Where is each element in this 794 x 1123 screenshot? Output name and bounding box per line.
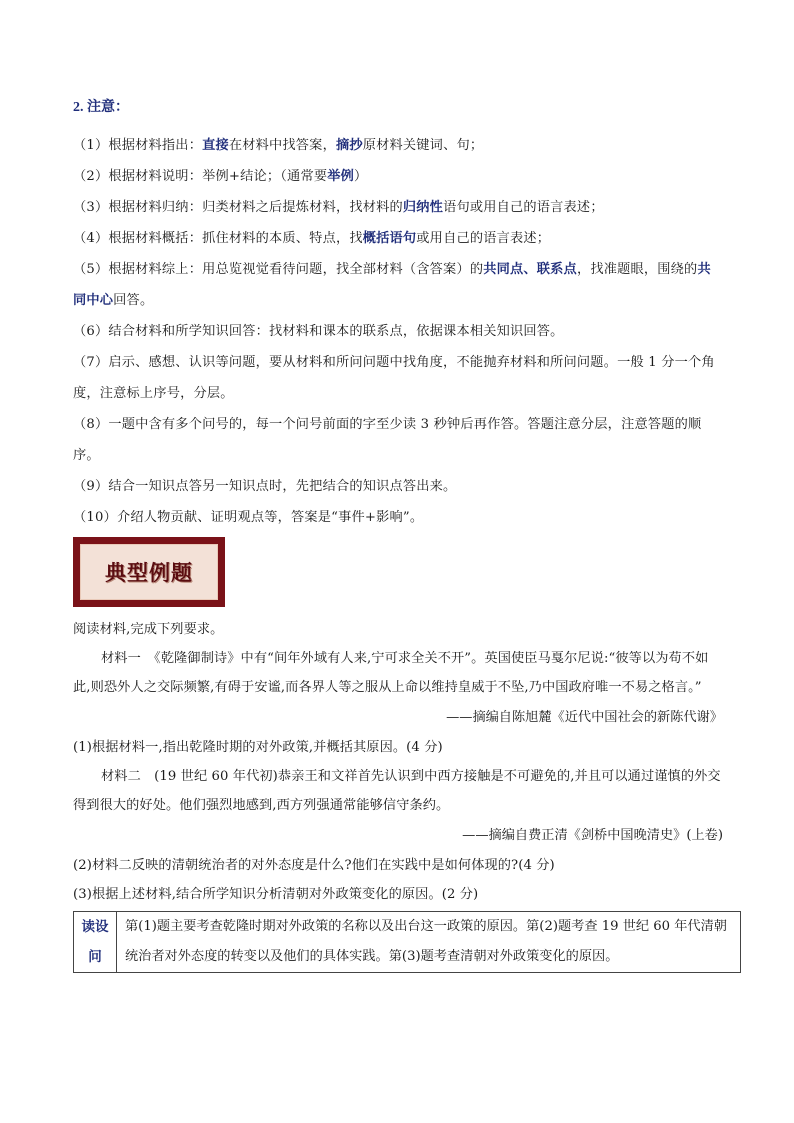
read-question-label-text: [74, 912, 116, 972]
note-text: （6）结合材料和所学知识回答：找材料和课本的联系点，依据课本相关知识回答。: [73, 324, 564, 339]
banner-inner: [80, 544, 218, 600]
example-intro: 阅读材料,完成下列要求。: [73, 622, 224, 637]
question-two: (2)材料二反映的清朝统治者的对外态度是什么?他们在实践中是如何体现的?(4 分): [73, 858, 555, 873]
note-text: ）: [354, 169, 368, 184]
note-text: （7）启示、感想、认识等问题，要从材料和所问问题中找角度，不能抛弃材料和所问问题。一般 1 分一个角度，注意标上序号，分层。: [73, 355, 715, 401]
note-item: [73, 254, 723, 316]
note-text: （1）根据材料指出：: [73, 138, 203, 153]
note-item: [73, 347, 723, 409]
read-question-content: 第(1)题主要考查乾隆时期对外政策的名称以及出台这一政策的原因。第(2)题考查 19 世纪 60 年代清朝统治者对外态度的转变以及他们的具体实践。第(3)题考查清朝对外政策变化的原因。: [117, 912, 741, 973]
material-one: 材料一 《乾隆御制诗》中有“间年外域有人来,宁可求全关不开”。英国使臣马戛尔尼说:“彼等以为苟不如此,则恐外人之交际频繁,有碍于安谧,而各界人等之服从上命以维持皇威于不坠,乃中国政府唯一不易之格言。”: [73, 651, 709, 695]
note-text: （3）根据材料归纳：归类材料之后提炼材料，找材料的: [73, 200, 403, 215]
note-text: （9）结合一知识点答另一知识点时，先把结合的知识点答出来。: [73, 479, 457, 494]
note-text: ，找准题眼，围绕的: [576, 262, 698, 277]
note-keyword: 举例: [327, 169, 354, 184]
note-keyword: 共同中心: [73, 262, 711, 308]
note-item: [73, 316, 723, 347]
note-text: 或用自己的语言表述；: [416, 231, 551, 246]
note-text: （4）根据材料概括：抓住材料的本质、特点，找: [73, 231, 363, 246]
note-item: [73, 223, 723, 254]
read-question-label: [74, 912, 117, 973]
note-keyword: 直接: [202, 138, 229, 153]
note-item: [73, 192, 723, 223]
banner-label: 典型例题: [105, 561, 193, 585]
note-keyword: 概括语句: [362, 231, 417, 246]
note-text: （10）介绍人物贡献、证明观点等，答案是“事件+影响”。: [73, 510, 424, 525]
note-text: 回答。: [113, 293, 154, 308]
document-page: [73, 98, 727, 973]
note-item: [73, 471, 723, 502]
note-text: 语句或用自己的语言表述；: [443, 200, 604, 215]
note-text: （8）一题中含有多个问号的，每一个问号前面的字至少读 3 秒钟后再作答。答题注意分层，注意答题的顺序。: [73, 417, 702, 463]
note-item: [73, 130, 723, 161]
note-text: （5）根据材料综上：用总览视觉看待问题，找全部材料（含答案）的: [73, 262, 484, 277]
material-two-source: ——摘编自费正清《剑桥中国晚清史》(上卷): [462, 828, 723, 843]
note-item: [73, 502, 723, 533]
note-text: 在材料中找答案，: [228, 138, 336, 153]
material-two: 材料二 (19 世纪 60 年代初)恭亲王和文祥首先认识到中西方接触是不可避免的,并且可以通过谨慎的外交得到很大的好处。他们强烈地感到,西方列强通常能够信守条约。: [73, 769, 721, 813]
section-title: 2. 注意：: [73, 100, 129, 115]
question-three: (3)根据上述材料,结合所学知识分析清朝对外政策变化的原因。(2 分): [73, 887, 479, 902]
note-text: 原材料关键词、句；: [362, 138, 484, 153]
read-question-row: [74, 912, 741, 973]
note-keyword: 共同点、联系点: [483, 262, 577, 277]
note-item: [73, 161, 723, 192]
material-one-source: ——摘编自陈旭麓《近代中国社会的新陈代谢》: [446, 710, 723, 725]
notes-list: [73, 130, 723, 533]
typical-examples-banner: [73, 537, 225, 607]
read-question-label-line: 读设: [81, 919, 109, 935]
question-one: (1)根据材料一,指出乾隆时期的对外政策,并概括其原因。(4 分): [73, 740, 443, 755]
note-keyword: 摘抄: [335, 138, 363, 153]
read-question-label-line: 问: [88, 949, 102, 965]
note-text: （2）根据材料说明：举例+结论；（通常要: [73, 169, 328, 184]
read-question-table: [73, 911, 741, 973]
note-keyword: 归纳性: [402, 200, 444, 215]
note-item: [73, 409, 723, 471]
